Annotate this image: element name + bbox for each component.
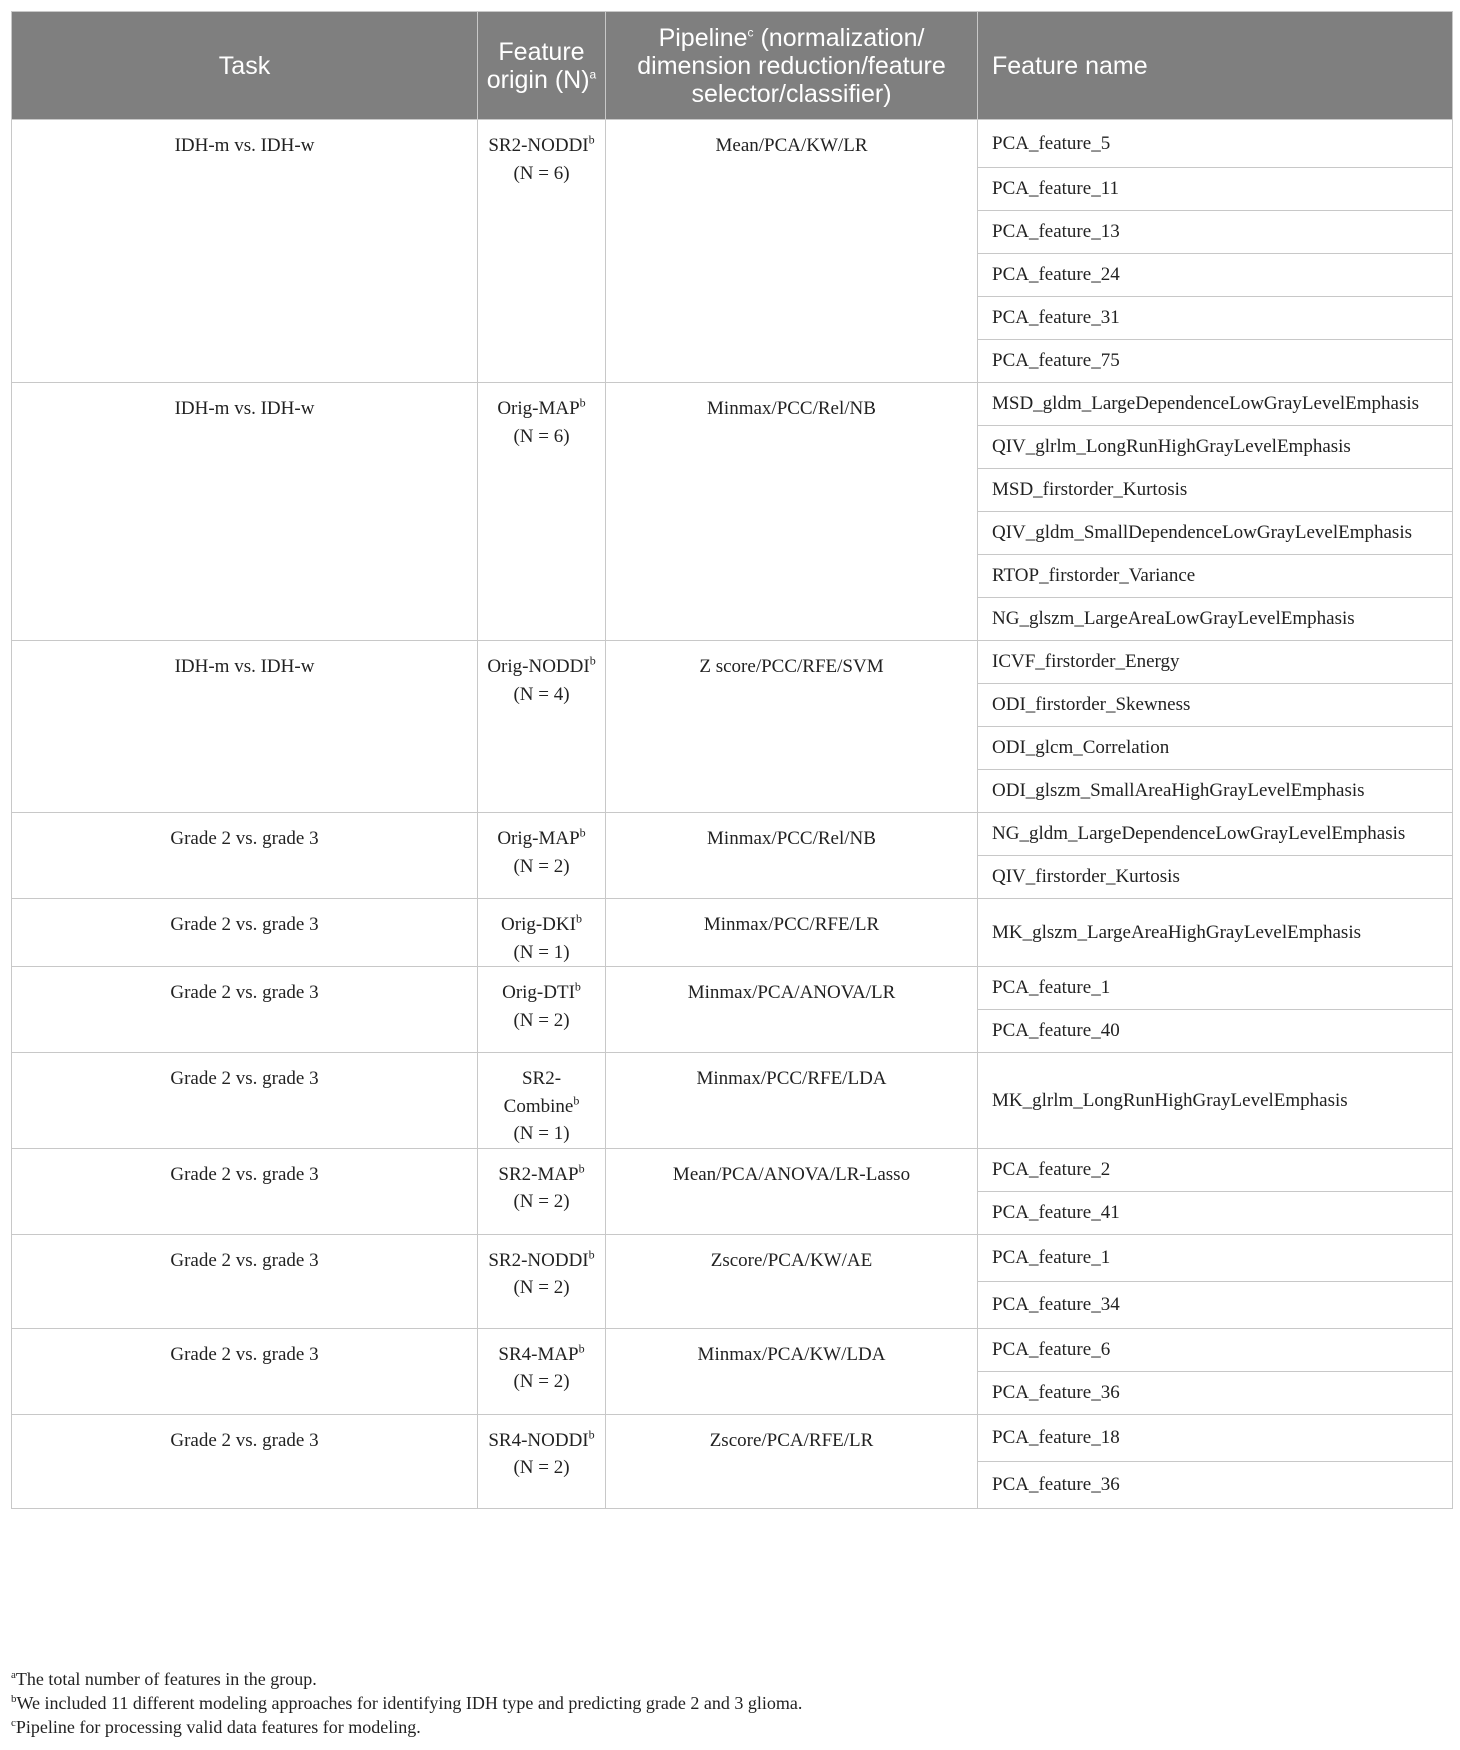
pipeline-cell: Zscore/PCA/RFE/LR bbox=[606, 1414, 978, 1508]
feature-name-cell: PCA_feature_5 bbox=[978, 120, 1453, 168]
pipeline-cell: Zscore/PCA/KW/AE bbox=[606, 1234, 978, 1328]
table-row bbox=[12, 1234, 1453, 1281]
origin-label: SR2-NODDI bbox=[488, 1249, 589, 1271]
header-feature-name: Feature name bbox=[978, 12, 1453, 120]
footnote-text: We included 11 different modeling approaches for identifying IDH type and predicting grade 2 and 3 glioma. bbox=[16, 1693, 803, 1713]
pipeline-cell: Minmax/PCC/RFE/LR bbox=[606, 899, 978, 967]
task-cell: Grade 2 vs. grade 3 bbox=[12, 1414, 478, 1508]
results-table-container bbox=[11, 11, 1452, 1509]
feature-name-cell: PCA_feature_11 bbox=[978, 168, 1453, 211]
feature-origin-cell bbox=[478, 1148, 606, 1234]
pipeline-cell: Z score/PCC/RFE/SVM bbox=[606, 641, 978, 813]
task-cell: IDH-m vs. IDH-w bbox=[12, 383, 478, 641]
origin-count: (N = 6) bbox=[513, 425, 570, 447]
feature-origin-cell bbox=[478, 967, 606, 1053]
feature-name-cell: PCA_feature_40 bbox=[978, 1010, 1453, 1053]
task-cell: Grade 2 vs. grade 3 bbox=[12, 899, 478, 967]
table-row bbox=[12, 899, 1453, 967]
table-body bbox=[12, 120, 1453, 1509]
pipeline-cell: Minmax/PCA/KW/LDA bbox=[606, 1328, 978, 1414]
feature-name-cell: PCA_feature_34 bbox=[978, 1281, 1453, 1328]
origin-sup: b bbox=[588, 1427, 595, 1442]
feature-name-cell: ODI_firstorder_Skewness bbox=[978, 684, 1453, 727]
footnote-mark: b bbox=[11, 1693, 17, 1705]
origin-count: (N = 2) bbox=[513, 1457, 570, 1478]
origin-label: SR2-Combine bbox=[503, 1068, 574, 1117]
feature-name-cell: PCA_feature_1 bbox=[978, 1234, 1453, 1281]
origin-count: (N = 6) bbox=[513, 162, 570, 184]
feature-name-cell: QIV_gldm_SmallDependenceLowGrayLevelEmphasis bbox=[978, 512, 1453, 555]
origin-label: SR4-MAP bbox=[498, 1343, 579, 1365]
origin-sup: b bbox=[588, 1247, 595, 1262]
origin-sup: b bbox=[573, 1093, 580, 1108]
feature-name-cell: QIV_firstorder_Kurtosis bbox=[978, 856, 1453, 899]
feature-name-cell: PCA_feature_36 bbox=[978, 1371, 1453, 1414]
feature-origin-cell bbox=[478, 1234, 606, 1328]
pipeline-cell: Minmax/PCA/ANOVA/LR bbox=[606, 967, 978, 1053]
feature-name-cell: ODI_glcm_Correlation bbox=[978, 727, 1453, 770]
origin-count: (N = 2) bbox=[513, 1371, 570, 1392]
header-pipeline bbox=[606, 12, 978, 120]
origin-count: (N = 4) bbox=[513, 683, 570, 705]
table-row bbox=[12, 641, 1453, 684]
feature-name-cell: PCA_feature_24 bbox=[978, 254, 1453, 297]
origin-sup: b bbox=[579, 825, 586, 840]
origin-sup: b bbox=[589, 653, 596, 668]
task-cell: IDH-m vs. IDH-w bbox=[12, 641, 478, 813]
origin-label: SR4-NODDI bbox=[488, 1429, 589, 1451]
task-cell: Grade 2 vs. grade 3 bbox=[12, 1053, 478, 1149]
feature-origin-cell bbox=[478, 641, 606, 813]
feature-name-cell: MK_glrlm_LongRunHighGrayLevelEmphasis bbox=[978, 1053, 1453, 1149]
origin-count: (N = 2) bbox=[513, 1009, 570, 1031]
origin-label: Orig-DKI bbox=[501, 914, 576, 935]
feature-name-cell: PCA_feature_41 bbox=[978, 1191, 1453, 1234]
feature-origin-cell bbox=[478, 1414, 606, 1508]
feature-name-cell: PCA_feature_75 bbox=[978, 340, 1453, 383]
footnote bbox=[11, 1691, 802, 1715]
task-cell: Grade 2 vs. grade 3 bbox=[12, 813, 478, 899]
origin-count: (N = 1) bbox=[513, 1123, 570, 1144]
feature-name-cell: PCA_feature_13 bbox=[978, 211, 1453, 254]
table-row bbox=[12, 813, 1453, 856]
feature-name-cell: PCA_feature_1 bbox=[978, 967, 1453, 1010]
pipeline-cell: Minmax/PCC/Rel/NB bbox=[606, 383, 978, 641]
pipeline-cell: Mean/PCA/ANOVA/LR-Lasso bbox=[606, 1148, 978, 1234]
header-pipeline-text: Pipeline bbox=[658, 23, 748, 52]
footnotes bbox=[11, 1667, 802, 1739]
footnote bbox=[11, 1715, 802, 1739]
pipeline-cell: Mean/PCA/KW/LR bbox=[606, 120, 978, 383]
footnote-mark: c bbox=[11, 1717, 16, 1729]
table-header-row bbox=[12, 12, 1453, 120]
header-origin-text: Feature origin (N) bbox=[486, 37, 590, 94]
table-row bbox=[12, 1414, 1453, 1461]
table-row bbox=[12, 383, 1453, 426]
header-origin-sup: a bbox=[589, 67, 597, 82]
feature-name-cell: NG_gldm_LargeDependenceLowGrayLevelEmphasis bbox=[978, 813, 1453, 856]
origin-label: SR2-MAP bbox=[498, 1163, 579, 1185]
origin-label: Orig-NODDI bbox=[487, 656, 590, 677]
table-row bbox=[12, 967, 1453, 1010]
feature-name-cell: PCA_feature_6 bbox=[978, 1328, 1453, 1371]
header-feature-origin bbox=[478, 12, 606, 120]
origin-sup: b bbox=[588, 132, 595, 147]
task-cell: Grade 2 vs. grade 3 bbox=[12, 967, 478, 1053]
table-row bbox=[12, 1148, 1453, 1191]
origin-label: SR2-NODDI bbox=[488, 135, 589, 156]
feature-name-cell: NG_glszm_LargeAreaLowGrayLevelEmphasis bbox=[978, 598, 1453, 641]
footnote bbox=[11, 1667, 802, 1691]
feature-name-cell: PCA_feature_36 bbox=[978, 1461, 1453, 1508]
origin-count: (N = 2) bbox=[513, 855, 570, 877]
table-row bbox=[12, 120, 1453, 168]
pipeline-cell: Minmax/PCC/Rel/NB bbox=[606, 813, 978, 899]
feature-name-cell: QIV_glrlm_LongRunHighGrayLevelEmphasis bbox=[978, 426, 1453, 469]
feature-name-cell: MSD_firstorder_Kurtosis bbox=[978, 469, 1453, 512]
feature-name-cell: ICVF_firstorder_Energy bbox=[978, 641, 1453, 684]
footnote-text: Pipeline for processing valid data features for modeling. bbox=[15, 1717, 421, 1737]
origin-count: (N = 1) bbox=[513, 941, 570, 963]
task-cell: Grade 2 vs. grade 3 bbox=[12, 1328, 478, 1414]
origin-sup: b bbox=[578, 1341, 585, 1356]
feature-name-cell: RTOP_firstorder_Variance bbox=[978, 555, 1453, 598]
origin-sup: b bbox=[578, 1161, 585, 1176]
pipeline-cell: Minmax/PCC/RFE/LDA bbox=[606, 1053, 978, 1149]
feature-origin-cell bbox=[478, 1053, 606, 1149]
table-row bbox=[12, 1053, 1453, 1149]
feature-origin-cell bbox=[478, 813, 606, 899]
header-pipeline-sup: c bbox=[747, 25, 754, 40]
feature-origin-cell bbox=[478, 1328, 606, 1414]
task-cell: Grade 2 vs. grade 3 bbox=[12, 1234, 478, 1328]
origin-count: (N = 2) bbox=[513, 1277, 570, 1298]
origin-sup: b bbox=[575, 911, 582, 926]
origin-label: Orig-MAP bbox=[497, 398, 580, 419]
task-cell: Grade 2 vs. grade 3 bbox=[12, 1148, 478, 1234]
header-task: Task bbox=[12, 12, 478, 120]
feature-name-cell: MK_glszm_LargeAreaHighGrayLevelEmphasis bbox=[978, 899, 1453, 967]
feature-name-cell: MSD_gldm_LargeDependenceLowGrayLevelEmphasis bbox=[978, 383, 1453, 426]
origin-label: Orig-DTI bbox=[502, 982, 575, 1003]
feature-origin-cell bbox=[478, 899, 606, 967]
footnote-mark: a bbox=[11, 1669, 16, 1681]
task-cell: IDH-m vs. IDH-w bbox=[12, 120, 478, 383]
feature-origin-cell bbox=[478, 120, 606, 383]
origin-sup: b bbox=[579, 395, 586, 410]
origin-sup: b bbox=[574, 979, 581, 994]
feature-name-cell: PCA_feature_2 bbox=[978, 1148, 1453, 1191]
feature-name-cell: ODI_glszm_SmallAreaHighGrayLevelEmphasis bbox=[978, 770, 1453, 813]
feature-name-cell: PCA_feature_18 bbox=[978, 1414, 1453, 1461]
origin-label: Orig-MAP bbox=[497, 828, 580, 849]
feature-origin-cell bbox=[478, 383, 606, 641]
footnote-text: The total number of features in the group. bbox=[15, 1669, 317, 1689]
header-pipeline-rest: (normalization/ dimension reduction/feature selector/classifier) bbox=[637, 23, 946, 108]
table-row bbox=[12, 1328, 1453, 1371]
origin-count: (N = 2) bbox=[513, 1191, 570, 1212]
results-table bbox=[11, 11, 1453, 1509]
feature-name-cell: PCA_feature_31 bbox=[978, 297, 1453, 340]
